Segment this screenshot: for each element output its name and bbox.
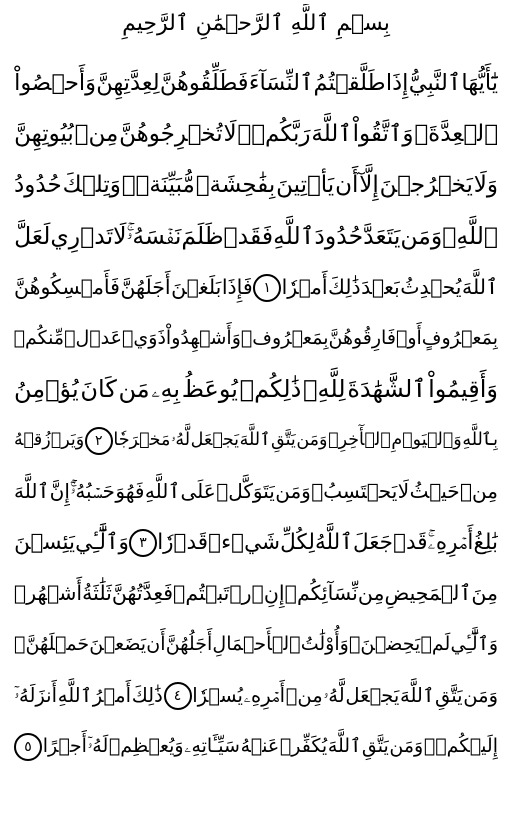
word: بِفَٰحِشَةٖ [195, 172, 276, 198]
word: نَفۡسَهُۥۚ [126, 222, 182, 250]
word: ذَٰلِكَ [328, 275, 361, 299]
word: ٱللَّهِ [57, 684, 93, 707]
word: ٱرۡتَبۡتُمۡ [173, 581, 264, 605]
word: يَجۡعَل [345, 684, 400, 707]
word: مِنۡ [285, 684, 323, 707]
word: كَانَ [80, 375, 117, 403]
word: ٱللَّهَ [400, 684, 435, 707]
ayah-number-marker: ٣ [129, 529, 157, 557]
word: فَهُوَ [115, 479, 145, 503]
word: يُكَفِّرۡ [279, 735, 328, 757]
word: حَيۡثُ [409, 479, 460, 503]
word: مِنۡ [460, 479, 498, 503]
word: حُدُودُ [14, 172, 62, 198]
word: لِعِدَّتِهِنَّ [96, 70, 160, 96]
word: ٱللَّهُ [315, 530, 353, 555]
word: فَعِدَّتُهُنَّ [111, 581, 174, 605]
word: ٱللَّهَ [461, 275, 498, 299]
word: تَدۡرِي [50, 222, 114, 250]
word: وَأَقِيمُواْ [428, 375, 498, 403]
verse-line [14, 262, 498, 313]
word: بِٱللَّهِ [462, 430, 498, 450]
word: حَسۡبُهُۥٓۚ [70, 479, 115, 503]
word: أَجۡرًا [42, 735, 87, 757]
word: مُّبَيِّنَةٖۚ [121, 172, 195, 198]
word: أَجَلُهُنَّ [165, 633, 213, 655]
word: يَحِضۡنَۚ [348, 633, 421, 655]
word: ٱللَّهَ [239, 430, 271, 450]
word: فَقَدۡ [223, 222, 274, 250]
word: شَيۡءٖ [208, 530, 281, 555]
word: وَمَن [275, 479, 311, 503]
verse-line [14, 160, 498, 211]
word: سَيِّـَٔاتِهِۦ [184, 735, 240, 757]
word: وَمَن [389, 735, 424, 757]
verse-line [14, 517, 498, 568]
word: ٱللَّهِ [273, 222, 315, 250]
word: وَأَحۡصُواْ [14, 70, 96, 96]
word: يُسۡرٗا [192, 684, 243, 707]
word: وَتِلۡكَ [62, 172, 121, 198]
word: مِنَ [471, 581, 498, 605]
word: وَمَن [400, 222, 443, 250]
word: وَيَرۡزُقۡهُ [14, 430, 85, 450]
word: بَٰلِغُ [473, 530, 498, 555]
word: لَّهُۥ [170, 430, 191, 450]
verse-line [14, 466, 498, 517]
word: ٱلشَّهَٰدَةَ [347, 375, 427, 403]
word: لَا [113, 222, 127, 250]
word: مَخۡرَجٗا [113, 430, 171, 450]
word: طَلَّقۡتُمُ [313, 70, 386, 96]
word: أَشۡهُرٖ [14, 581, 83, 605]
word: ٱللَّهِۚ [442, 222, 498, 250]
word: فَإِذَا [221, 275, 253, 299]
word: لَا [223, 121, 237, 147]
word: أَمۡرُ [92, 684, 132, 707]
word: ذَٰلِكُمۡ [239, 375, 302, 403]
word: مَن [118, 375, 150, 403]
word: بُيُوتِهِنَّ [14, 121, 74, 147]
word: يَئِسۡنَ [14, 530, 76, 555]
word: فَطَلِّقُوهُنَّ [159, 70, 249, 96]
word: ٱلۡمَحِيضِ [384, 581, 472, 605]
word: أَجَلَهُنَّ [120, 275, 171, 299]
word: أَن [335, 172, 359, 198]
word: وَٱلَّٰٓـِٔي [450, 633, 498, 655]
word: وَمَن [296, 430, 328, 450]
word: بِهِۦ [151, 375, 181, 403]
word: يُوعَظُ [181, 375, 238, 403]
word: ٱللَّهَ [311, 121, 352, 147]
word: ٱلنِّسَآءَ [248, 70, 314, 96]
word: أَمۡرِهِۦ [243, 684, 286, 707]
word: وَأُوْلَٰتُ [300, 633, 349, 655]
word: يَحۡتَسِبُۚ [311, 479, 398, 503]
word: يَضَعۡنَ [89, 633, 147, 655]
verse-line [14, 670, 498, 721]
word: بِمَعۡرُوفٍ [421, 327, 498, 349]
word: ٱلنَّبِيُّ [408, 70, 462, 96]
ayah-number-marker: ١ [253, 274, 281, 302]
word: قَدۡرٗا [157, 530, 209, 555]
word: عَنۡهُ [240, 735, 280, 757]
word: وَمَن [463, 684, 498, 707]
word: يَتَّقِ [435, 684, 463, 707]
word: أَن [146, 633, 166, 655]
word: يَخۡرُجۡنَ [379, 172, 473, 198]
ayah-number-marker: ٥ [14, 733, 42, 761]
word: ٱللَّهَ [327, 735, 362, 757]
word: أَنزَلَهُۥٓ [14, 684, 58, 707]
verse-line [14, 58, 498, 109]
verse-line [14, 313, 498, 364]
word: ذَوَيۡ [122, 327, 166, 349]
verse-line [14, 364, 498, 415]
word: لِكُلِّ [280, 530, 315, 555]
word: فَارِقُوهُنَّ [328, 327, 396, 349]
word: يَتَعَدَّ [363, 222, 401, 250]
word: فَأَمۡسِكُوهُنَّ [14, 275, 120, 299]
word: لَمۡ [420, 633, 451, 655]
word: مِّنكُمۡ [14, 327, 65, 349]
word: لَا [397, 479, 410, 503]
word: إِذَا [385, 70, 409, 96]
word: إِنَّ [49, 479, 70, 503]
ayah-number-marker: ٤ [164, 682, 192, 710]
word: لِلَّهِۚ [303, 375, 346, 403]
word: لَّهُۥ [323, 684, 345, 707]
word: نِّسَآئِكُمۡ [284, 581, 358, 605]
word: ٱلۡأٓخِرِۚ [328, 430, 391, 450]
word: يَٰٓأَيُّهَا [461, 70, 498, 96]
word: بِمَعۡرُوفٖ [240, 327, 329, 349]
verse-line [14, 568, 498, 619]
word: أَوۡ [395, 327, 422, 349]
word: إِنِ [263, 581, 285, 605]
word: يَجۡعَل [190, 430, 240, 450]
word: عَدۡلٖ [64, 327, 122, 349]
verse-line [14, 415, 498, 466]
word: ظَلَمَ [181, 222, 224, 250]
word: وَلَا [473, 172, 498, 198]
word: إِلَيۡكُمۡۚ [423, 735, 498, 757]
word: ذَٰلِكَ [131, 684, 163, 707]
basmala: بِسۡمِ ٱللَّهِ ٱلرَّحۡمَٰنِ ٱلرَّحِيمِ [122, 11, 390, 36]
word: لَعَلَّ [14, 222, 51, 250]
verse-lines [14, 58, 498, 772]
word: وَٱلَّٰٓـِٔي [75, 530, 129, 555]
word: رَبَّكُمۡۖ [237, 121, 311, 147]
word: ٱللَّهَ [14, 479, 50, 503]
ayah-number-marker: ٢ [85, 427, 113, 455]
word: وَأَشۡهِدُواْ [165, 327, 241, 349]
word: يَتَوَكَّلۡ [216, 479, 275, 503]
word: جَعَلَ [352, 530, 393, 555]
word: قَدۡ [393, 530, 428, 555]
word: حُدُودَ [314, 222, 364, 250]
word: يُؤۡمِنُ [14, 375, 79, 403]
word: يُحۡدِثُ [400, 275, 462, 299]
word: وَٱلۡيَوۡمِ [391, 430, 462, 450]
word: يَتَّقِ [270, 430, 296, 450]
word: عَلَى [180, 479, 216, 503]
word: أَمۡرٗا [281, 275, 328, 299]
word: مِن [357, 581, 385, 605]
verse-line [14, 211, 498, 262]
word: تُخۡرِجُوهُنَّ [119, 121, 223, 147]
word: ٱلۡأَحۡمَالِ [212, 633, 301, 655]
verse-line [14, 619, 498, 670]
word: ٱلۡعِدَّةَۖ [414, 121, 498, 147]
verse-line [14, 109, 498, 160]
word: مِنۢ [74, 121, 119, 147]
word: ٱللَّهِ [144, 479, 181, 503]
word: بَلَغۡنَ [171, 275, 222, 299]
word: ثَلَٰثَةُ [82, 581, 112, 605]
word: لَهُۥٓ [87, 735, 109, 757]
word: أَمۡرِهِۦۚ [427, 530, 474, 555]
word: بَعۡدَ [361, 275, 400, 299]
word: حَمۡلَهُنَّۚ [14, 633, 90, 655]
word: إِلَّآ [359, 172, 379, 198]
verse-line [14, 721, 498, 772]
word: يَتَّقِ [361, 735, 389, 757]
word: وَٱتَّقُواْ [352, 121, 414, 147]
word: وَيُعۡظِمۡ [108, 735, 184, 757]
word: يَأۡتِينَ [276, 172, 335, 198]
